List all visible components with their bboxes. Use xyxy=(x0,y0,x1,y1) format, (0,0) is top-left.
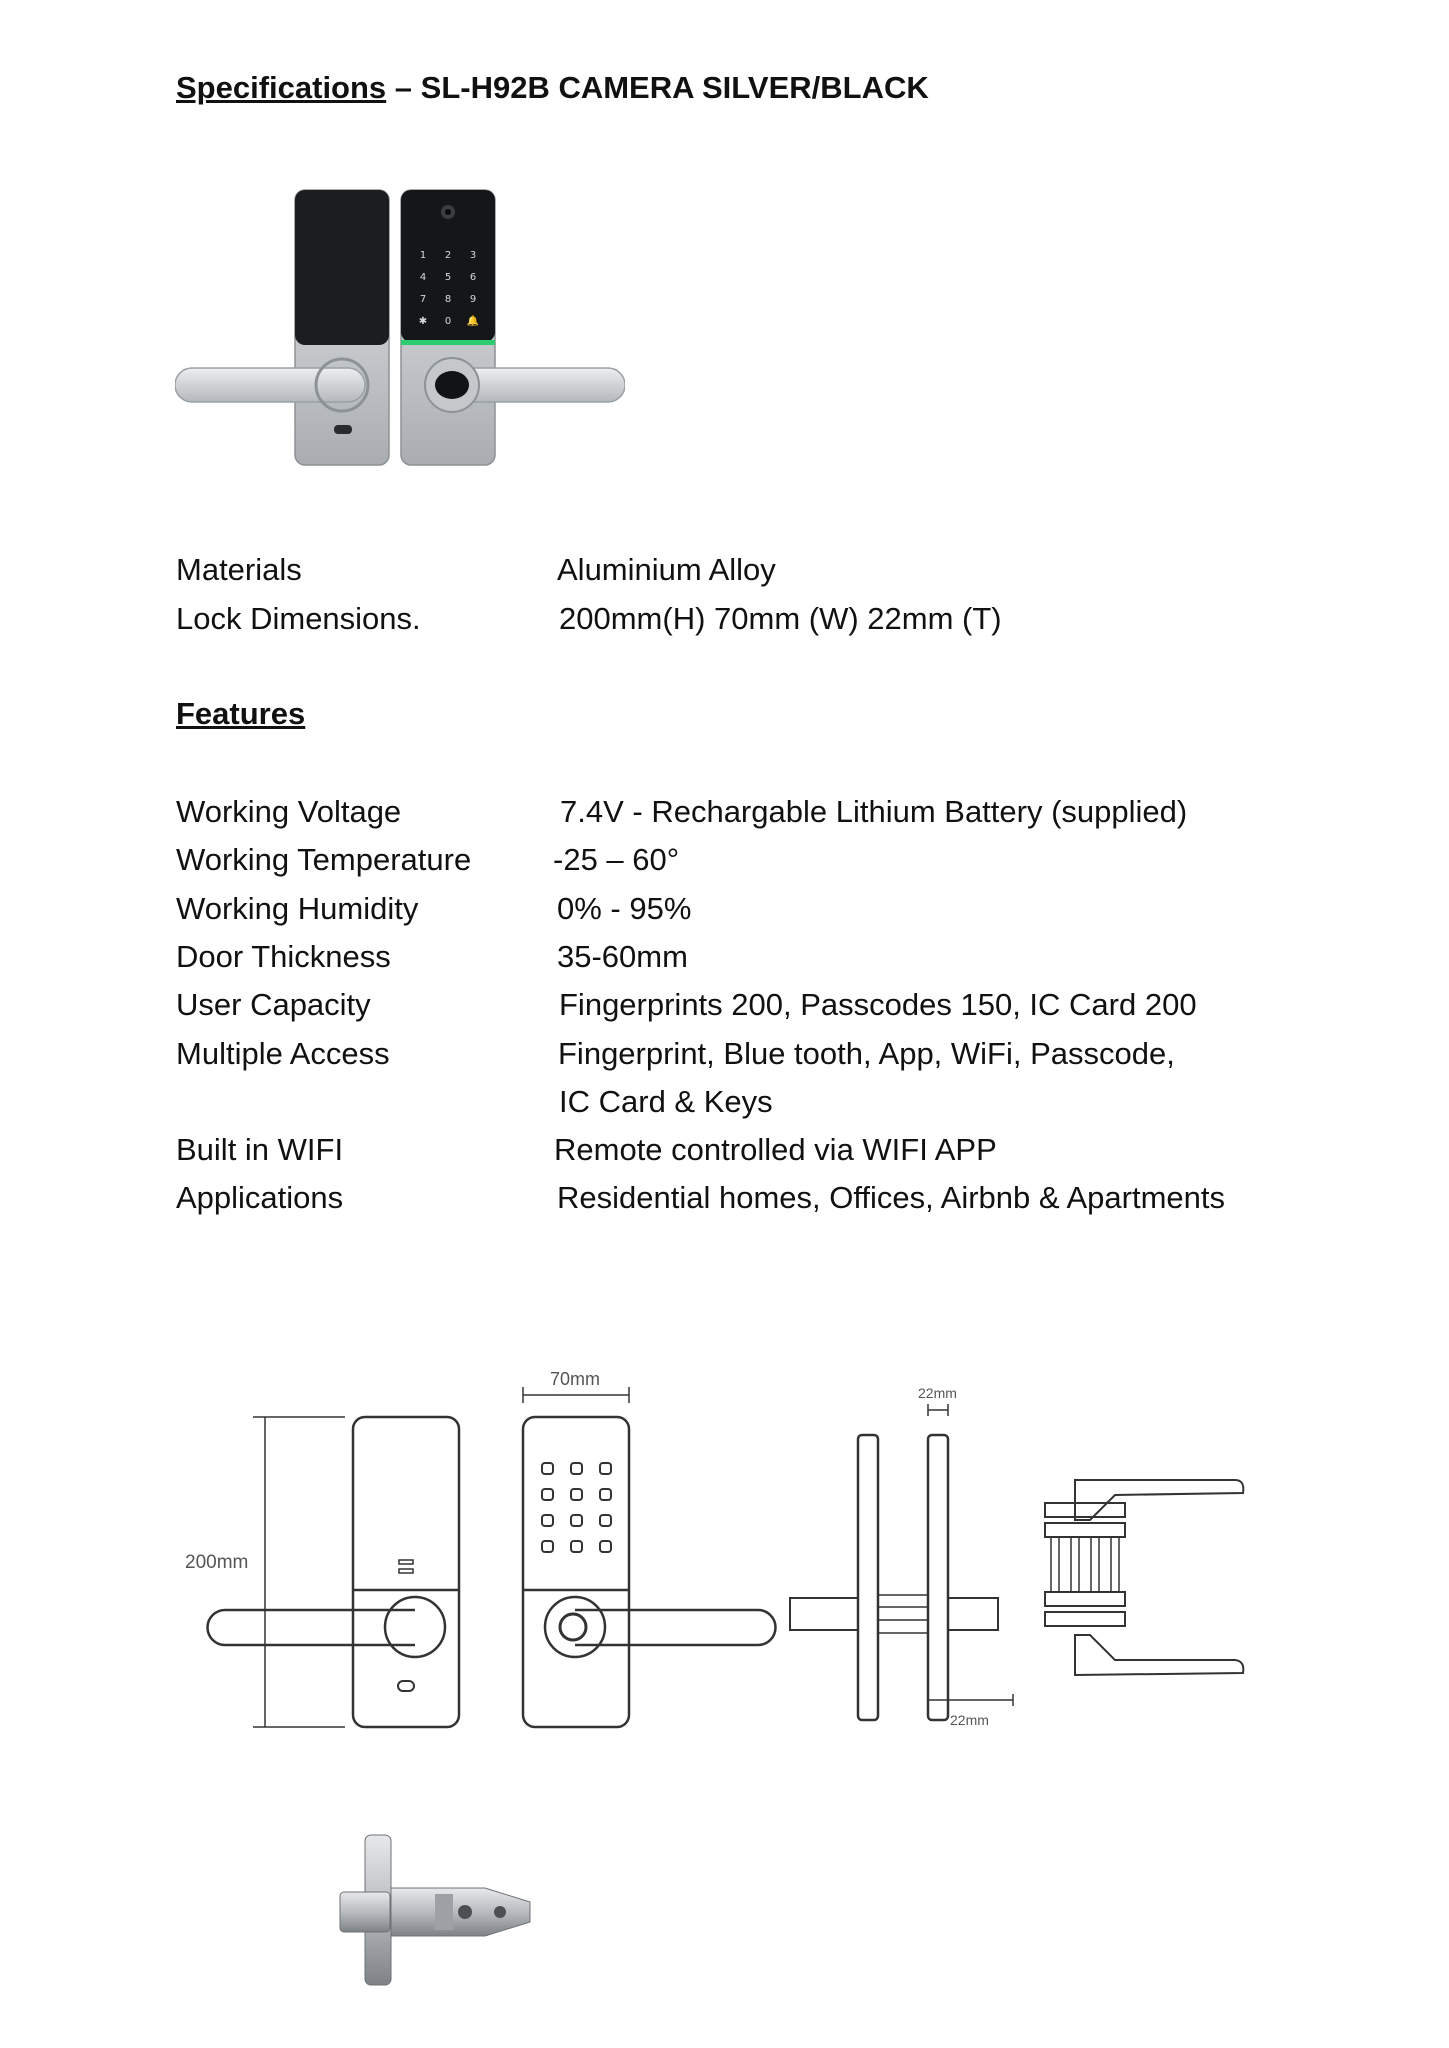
features-heading: Features xyxy=(176,696,306,731)
spec-label: Materials xyxy=(176,552,302,587)
feature-value: 7.4V - Rechargable Lithium Battery (supplied) xyxy=(560,794,1188,829)
width-label: 70mm xyxy=(550,1369,601,1389)
feature-label: Applications xyxy=(176,1180,344,1215)
key-2: 2 xyxy=(444,250,452,261)
key-star: ✱ xyxy=(418,316,428,327)
thickness-label-top: 22mm xyxy=(918,1385,957,1401)
key-1: 1 xyxy=(419,250,427,261)
diagram-side-front xyxy=(928,1435,948,1720)
key-7: 7 xyxy=(419,294,427,305)
spec-value: Aluminium Alloy xyxy=(557,552,776,587)
spec-value: 200mm(H) 70mm (W) 22mm (T) xyxy=(559,601,1002,636)
diagram-mechanism-top-lever xyxy=(1075,1480,1243,1520)
dimension-diagram xyxy=(175,1355,1295,1740)
spec-label: Lock Dimensions. xyxy=(176,601,421,636)
feature-label: Working Voltage xyxy=(176,794,402,829)
title-model: – SL-H92B CAMERA SILVER/BLACK xyxy=(386,70,929,105)
key-9: 9 xyxy=(469,294,477,305)
feature-label: Door Thickness xyxy=(176,939,391,974)
key-5: 5 xyxy=(444,272,452,283)
thickness-label-bottom: 22mm xyxy=(950,1712,989,1728)
feature-value: Remote controlled via WIFI APP xyxy=(554,1132,997,1167)
page-title xyxy=(176,70,929,106)
product-photo xyxy=(175,185,625,475)
key-6: 6 xyxy=(469,272,477,283)
key-3: 3 xyxy=(469,250,477,261)
feature-label: User Capacity xyxy=(176,987,371,1022)
height-label: 200mm xyxy=(185,1552,249,1573)
feature-value: 0% - 95% xyxy=(557,891,692,926)
diagram-mechanism-bottom-lever xyxy=(1075,1635,1243,1675)
feature-value: IC Card & Keys xyxy=(559,1084,773,1119)
key-8: 8 xyxy=(444,294,452,305)
feature-value: Residential homes, Offices, Airbnb & Apartments xyxy=(557,1180,1225,1215)
title-underlined: Specifications xyxy=(176,70,387,105)
feature-value: -25 – 60° xyxy=(553,842,680,877)
diagram-keypad xyxy=(542,1463,611,1552)
feature-label: Working Humidity xyxy=(176,891,419,926)
key-0: 0 xyxy=(444,316,452,327)
key-bell: 🔔 xyxy=(466,316,480,327)
feature-label: Multiple Access xyxy=(176,1036,390,1071)
diagram-side-back xyxy=(858,1435,878,1720)
latch-photo xyxy=(335,1830,565,1990)
key-4: 4 xyxy=(419,272,427,283)
feature-value: Fingerprint, Blue tooth, App, WiFi, Passcode, xyxy=(558,1036,1175,1071)
fingerprint-sensor xyxy=(435,371,469,399)
feature-value: 35-60mm xyxy=(557,939,688,974)
feature-label: Working Temperature xyxy=(176,842,472,877)
lock-back-black-panel xyxy=(295,190,389,345)
lever-left xyxy=(175,368,365,402)
feature-label: Built in WIFI xyxy=(176,1132,344,1167)
feature-value: Fingerprints 200, Passcodes 150, IC Card 200 xyxy=(559,987,1197,1022)
